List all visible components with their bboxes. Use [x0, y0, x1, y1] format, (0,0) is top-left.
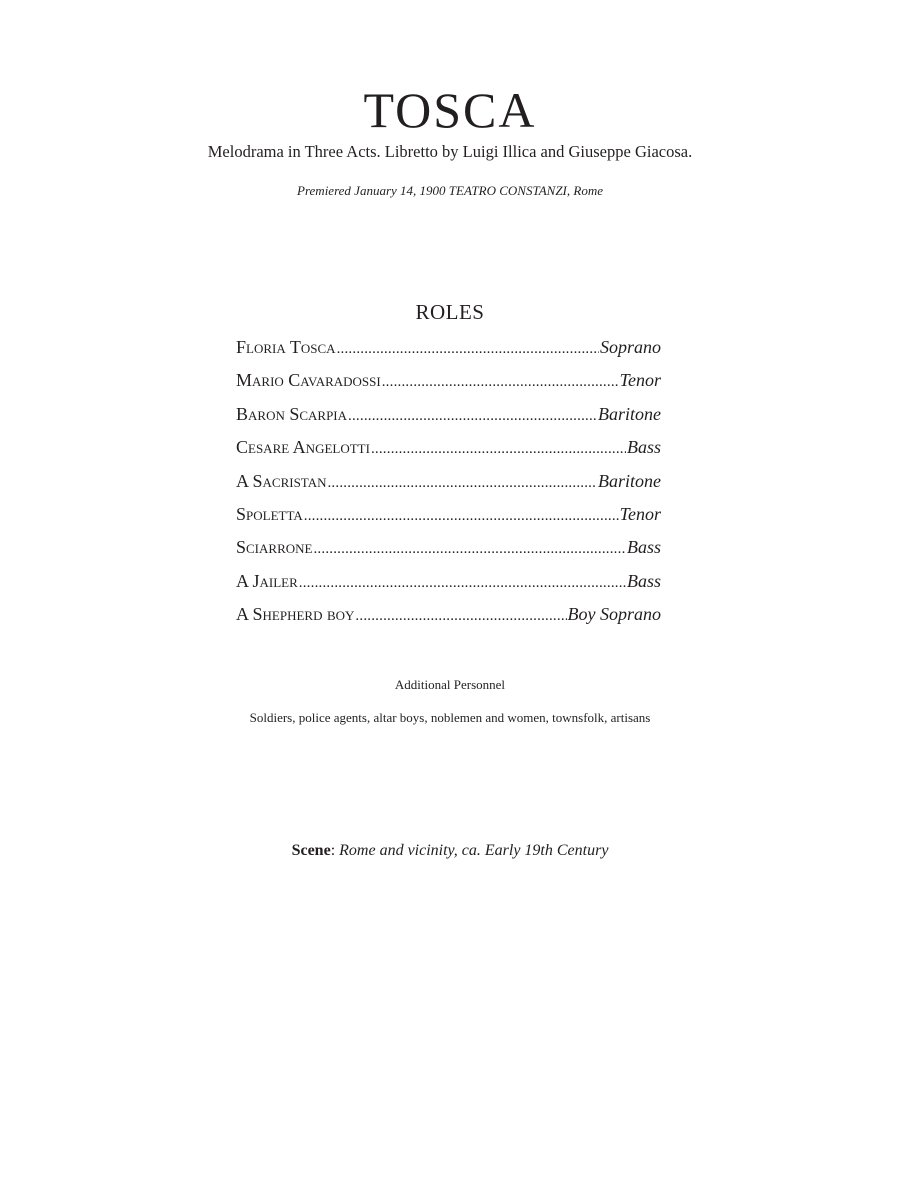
- role-voice: Bass: [626, 537, 661, 558]
- role-row: [236, 604, 661, 637]
- dot-leader: [355, 608, 566, 625]
- role-name: A Sacristan: [236, 470, 327, 491]
- role-name: Baron Scarpia: [236, 403, 348, 424]
- role-row: [236, 537, 661, 570]
- scene-line: [0, 841, 900, 861]
- role-voice: Bass: [626, 437, 661, 458]
- premiere-info: Premiered January 14, 1900 TEATRO CONSTANZI, Rome: [297, 183, 603, 198]
- role-row: [236, 370, 661, 403]
- role-name: A Shepherd boy: [236, 604, 355, 625]
- role-voice: Soprano: [599, 337, 661, 357]
- dot-leader: [382, 374, 619, 391]
- role-name: Mario Cavaradossi: [236, 370, 381, 391]
- role-name: Floria Tosca: [236, 337, 336, 357]
- dot-leader: [371, 441, 626, 458]
- role-voice: Baritone: [598, 470, 661, 491]
- role-voice: Baritone: [598, 403, 661, 424]
- roles-list: [236, 337, 661, 638]
- role-row: [236, 571, 661, 604]
- roles-heading: ROLES: [415, 300, 485, 324]
- role-voice: Bass: [626, 570, 661, 591]
- dot-leader: [299, 575, 626, 592]
- dot-leader: [327, 475, 597, 492]
- role-name: Cesare Angelotti: [236, 437, 370, 458]
- dot-leader: [304, 508, 619, 525]
- role-name: A Jailer: [236, 570, 298, 591]
- role-voice: Boy Soprano: [567, 604, 661, 625]
- role-row: [236, 404, 661, 437]
- role-row: [236, 504, 661, 537]
- dot-leader: [337, 341, 599, 358]
- dot-leader: [348, 408, 597, 425]
- role-name: Sciarrone: [236, 537, 313, 558]
- additional-personnel-label: Additional Personnel: [394, 677, 506, 692]
- role-voice: Tenor: [619, 370, 661, 391]
- scene-value: Rome and vicinity, ca. Early 19th Century: [339, 842, 609, 859]
- role-row: [236, 337, 661, 370]
- page-title: TOSCA: [363, 82, 537, 138]
- role-name: Spoletta: [236, 503, 303, 524]
- scene-label: Scene: [291, 842, 331, 859]
- scene-separator: :: [330, 842, 340, 859]
- role-row: [236, 471, 661, 504]
- additional-personnel-text: Soldiers, police agents, altar boys, noblemen and women, townsfolk, artisans: [249, 710, 651, 725]
- role-row: [236, 437, 661, 470]
- subtitle: Melodrama in Three Acts. Libretto by Luigi Illica and Giuseppe Giacosa.: [207, 142, 693, 161]
- role-voice: Tenor: [619, 503, 661, 524]
- dot-leader: [313, 541, 626, 558]
